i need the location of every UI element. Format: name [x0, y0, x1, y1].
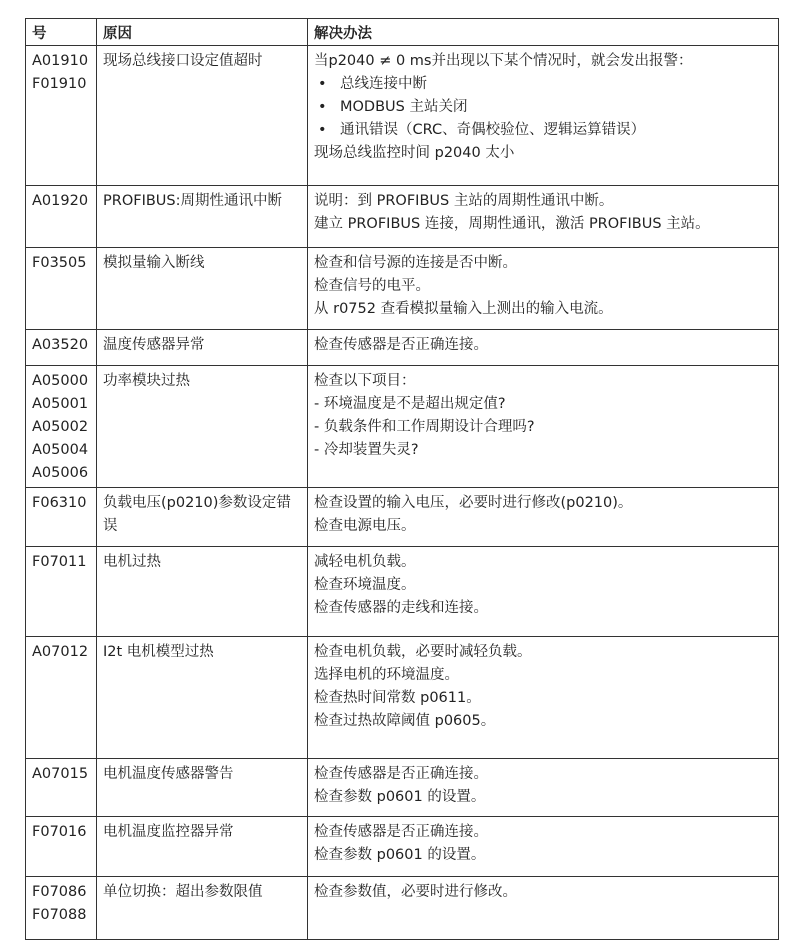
cause-text: PROFIBUS:周期性通讯中断 [103, 193, 282, 209]
cause-text: I2t 电机模型过热 [103, 644, 214, 660]
solution-line: - 环境温度是不是超出规定值? [314, 396, 506, 412]
header-code: 号 [26, 19, 97, 46]
cause-text: 电机温度传感器警告 [103, 766, 234, 782]
solution-line: 检查传感器的走线和连接。 [314, 600, 488, 616]
code-cell [26, 488, 97, 547]
fault-code: A01910 [32, 53, 89, 69]
table-row [26, 248, 779, 330]
fault-code: A07015 [32, 766, 89, 782]
table-row [26, 366, 779, 488]
cause-cell [97, 248, 308, 330]
code-cell [26, 817, 97, 877]
solution-line: 当p2040 ≠ 0 ms并出现以下某个情况时，就会发出报警： [314, 53, 693, 69]
code-cell [26, 330, 97, 366]
code-cell [26, 547, 97, 637]
table-row [26, 877, 779, 940]
bullet-item: • MODBUS 主站关闭 [314, 96, 772, 119]
code-cell [26, 46, 97, 186]
cause-text: 模拟量输入断线 [103, 255, 205, 271]
solution-cell [308, 366, 779, 488]
code-cell [26, 366, 97, 488]
solution-line: 检查信号的电平。 [314, 278, 430, 294]
solution-line: 减轻电机负载。 [314, 554, 416, 570]
solution-line: - 冷却装置失灵? [314, 442, 419, 458]
cause-cell [97, 637, 308, 759]
cause-text: 功率模块过热 [103, 373, 190, 389]
cause-cell [97, 488, 308, 547]
table-row [26, 330, 779, 366]
cause-cell [97, 547, 308, 637]
cause-cell [97, 330, 308, 366]
fault-code: F07016 [32, 824, 87, 840]
fault-code: F01910 [32, 76, 87, 92]
fault-code: A05004 [32, 442, 89, 458]
cause-cell [97, 817, 308, 877]
solution-cell [308, 817, 779, 877]
fault-code: F07088 [32, 907, 87, 923]
cause-text: 单位切换：超出参数限值 [103, 884, 263, 900]
table-row [26, 46, 779, 186]
header-solution: 解决办法 [308, 19, 779, 46]
bullet-item: • 通讯错误（CRC、奇偶校验位、逻辑运算错误） [314, 119, 772, 142]
code-cell [26, 877, 97, 940]
solution-cell [308, 637, 779, 759]
fault-code: A01920 [32, 193, 89, 209]
fault-code: A05000 [32, 373, 89, 389]
code-cell [26, 248, 97, 330]
solution-cell [308, 330, 779, 366]
solution-line: 检查参数 p0601 的设置。 [314, 789, 486, 805]
solution-line: 检查和信号源的连接是否中断。 [314, 255, 517, 271]
solution-line: 检查环境温度。 [314, 577, 416, 593]
solution-cell [308, 759, 779, 817]
cause-cell [97, 46, 308, 186]
cause-text: 现场总线接口设定值超时 [103, 53, 263, 69]
solution-cell [308, 488, 779, 547]
solution-line: 检查热时间常数 p0611。 [314, 690, 481, 706]
cause-cell [97, 759, 308, 817]
cause-text: 负载电压(p0210)参数设定错误 [103, 495, 291, 534]
solution-line: 检查以下项目： [314, 373, 416, 389]
solution-line: 从 r0752 查看模拟量输入上测出的输入电流。 [314, 301, 613, 317]
fault-table [25, 18, 779, 940]
solution-line: 检查设置的输入电压，必要时进行修改(p0210)。 [314, 495, 633, 511]
solution-line: 建立 PROFIBUS 连接，周期性通讯，激活 PROFIBUS 主站。 [314, 216, 710, 232]
solution-line: 检查电源电压。 [314, 518, 416, 534]
fault-code: F06310 [32, 495, 87, 511]
table-row [26, 488, 779, 547]
table-row [26, 637, 779, 759]
fault-code: A05006 [32, 465, 89, 481]
solution-line: 检查电机负载，必要时减轻负载。 [314, 644, 532, 660]
cause-text: 电机过热 [103, 554, 161, 570]
bullet-item: • 总线连接中断 [314, 73, 772, 96]
header-cause: 原因 [97, 19, 308, 46]
table-row [26, 817, 779, 877]
fault-code: A05002 [32, 419, 89, 435]
solution-cell [308, 248, 779, 330]
code-cell [26, 186, 97, 248]
fault-code: A07012 [32, 644, 89, 660]
cause-cell [97, 877, 308, 940]
fault-code: F03505 [32, 255, 87, 271]
table-row [26, 547, 779, 637]
fault-code: A03520 [32, 337, 89, 353]
cause-cell [97, 366, 308, 488]
cause-text: 电机温度监控器异常 [103, 824, 234, 840]
solution-line: - 负载条件和工作周期设计合理吗? [314, 419, 535, 435]
solution-line: 检查传感器是否正确连接。 [314, 766, 488, 782]
code-cell [26, 759, 97, 817]
fault-code: F07011 [32, 554, 87, 570]
solution-cell [308, 877, 779, 940]
solution-line: 检查参数 p0601 的设置。 [314, 847, 486, 863]
solution-line: 现场总线监控时间 p2040 太小 [314, 145, 515, 161]
cause-text: 温度传感器异常 [103, 337, 205, 353]
solution-line: 选择电机的环境温度。 [314, 667, 459, 683]
code-cell [26, 637, 97, 759]
solution-line: 检查传感器是否正确连接。 [314, 824, 488, 840]
solution-line: 检查参数值，必要时进行修改。 [314, 884, 517, 900]
cause-cell [97, 186, 308, 248]
solution-cell [308, 547, 779, 637]
header-row [26, 19, 779, 46]
solution-line: 说明：到 PROFIBUS 主站的周期性通讯中断。 [314, 193, 614, 209]
solution-cell [308, 46, 779, 186]
solution-line: 检查传感器是否正确连接。 [314, 337, 488, 353]
fault-code: A05001 [32, 396, 89, 412]
fault-code: F07086 [32, 884, 87, 900]
solution-line: 检查过热故障阈值 p0605。 [314, 713, 496, 729]
table-row [26, 186, 779, 248]
table-row [26, 759, 779, 817]
solution-cell [308, 186, 779, 248]
